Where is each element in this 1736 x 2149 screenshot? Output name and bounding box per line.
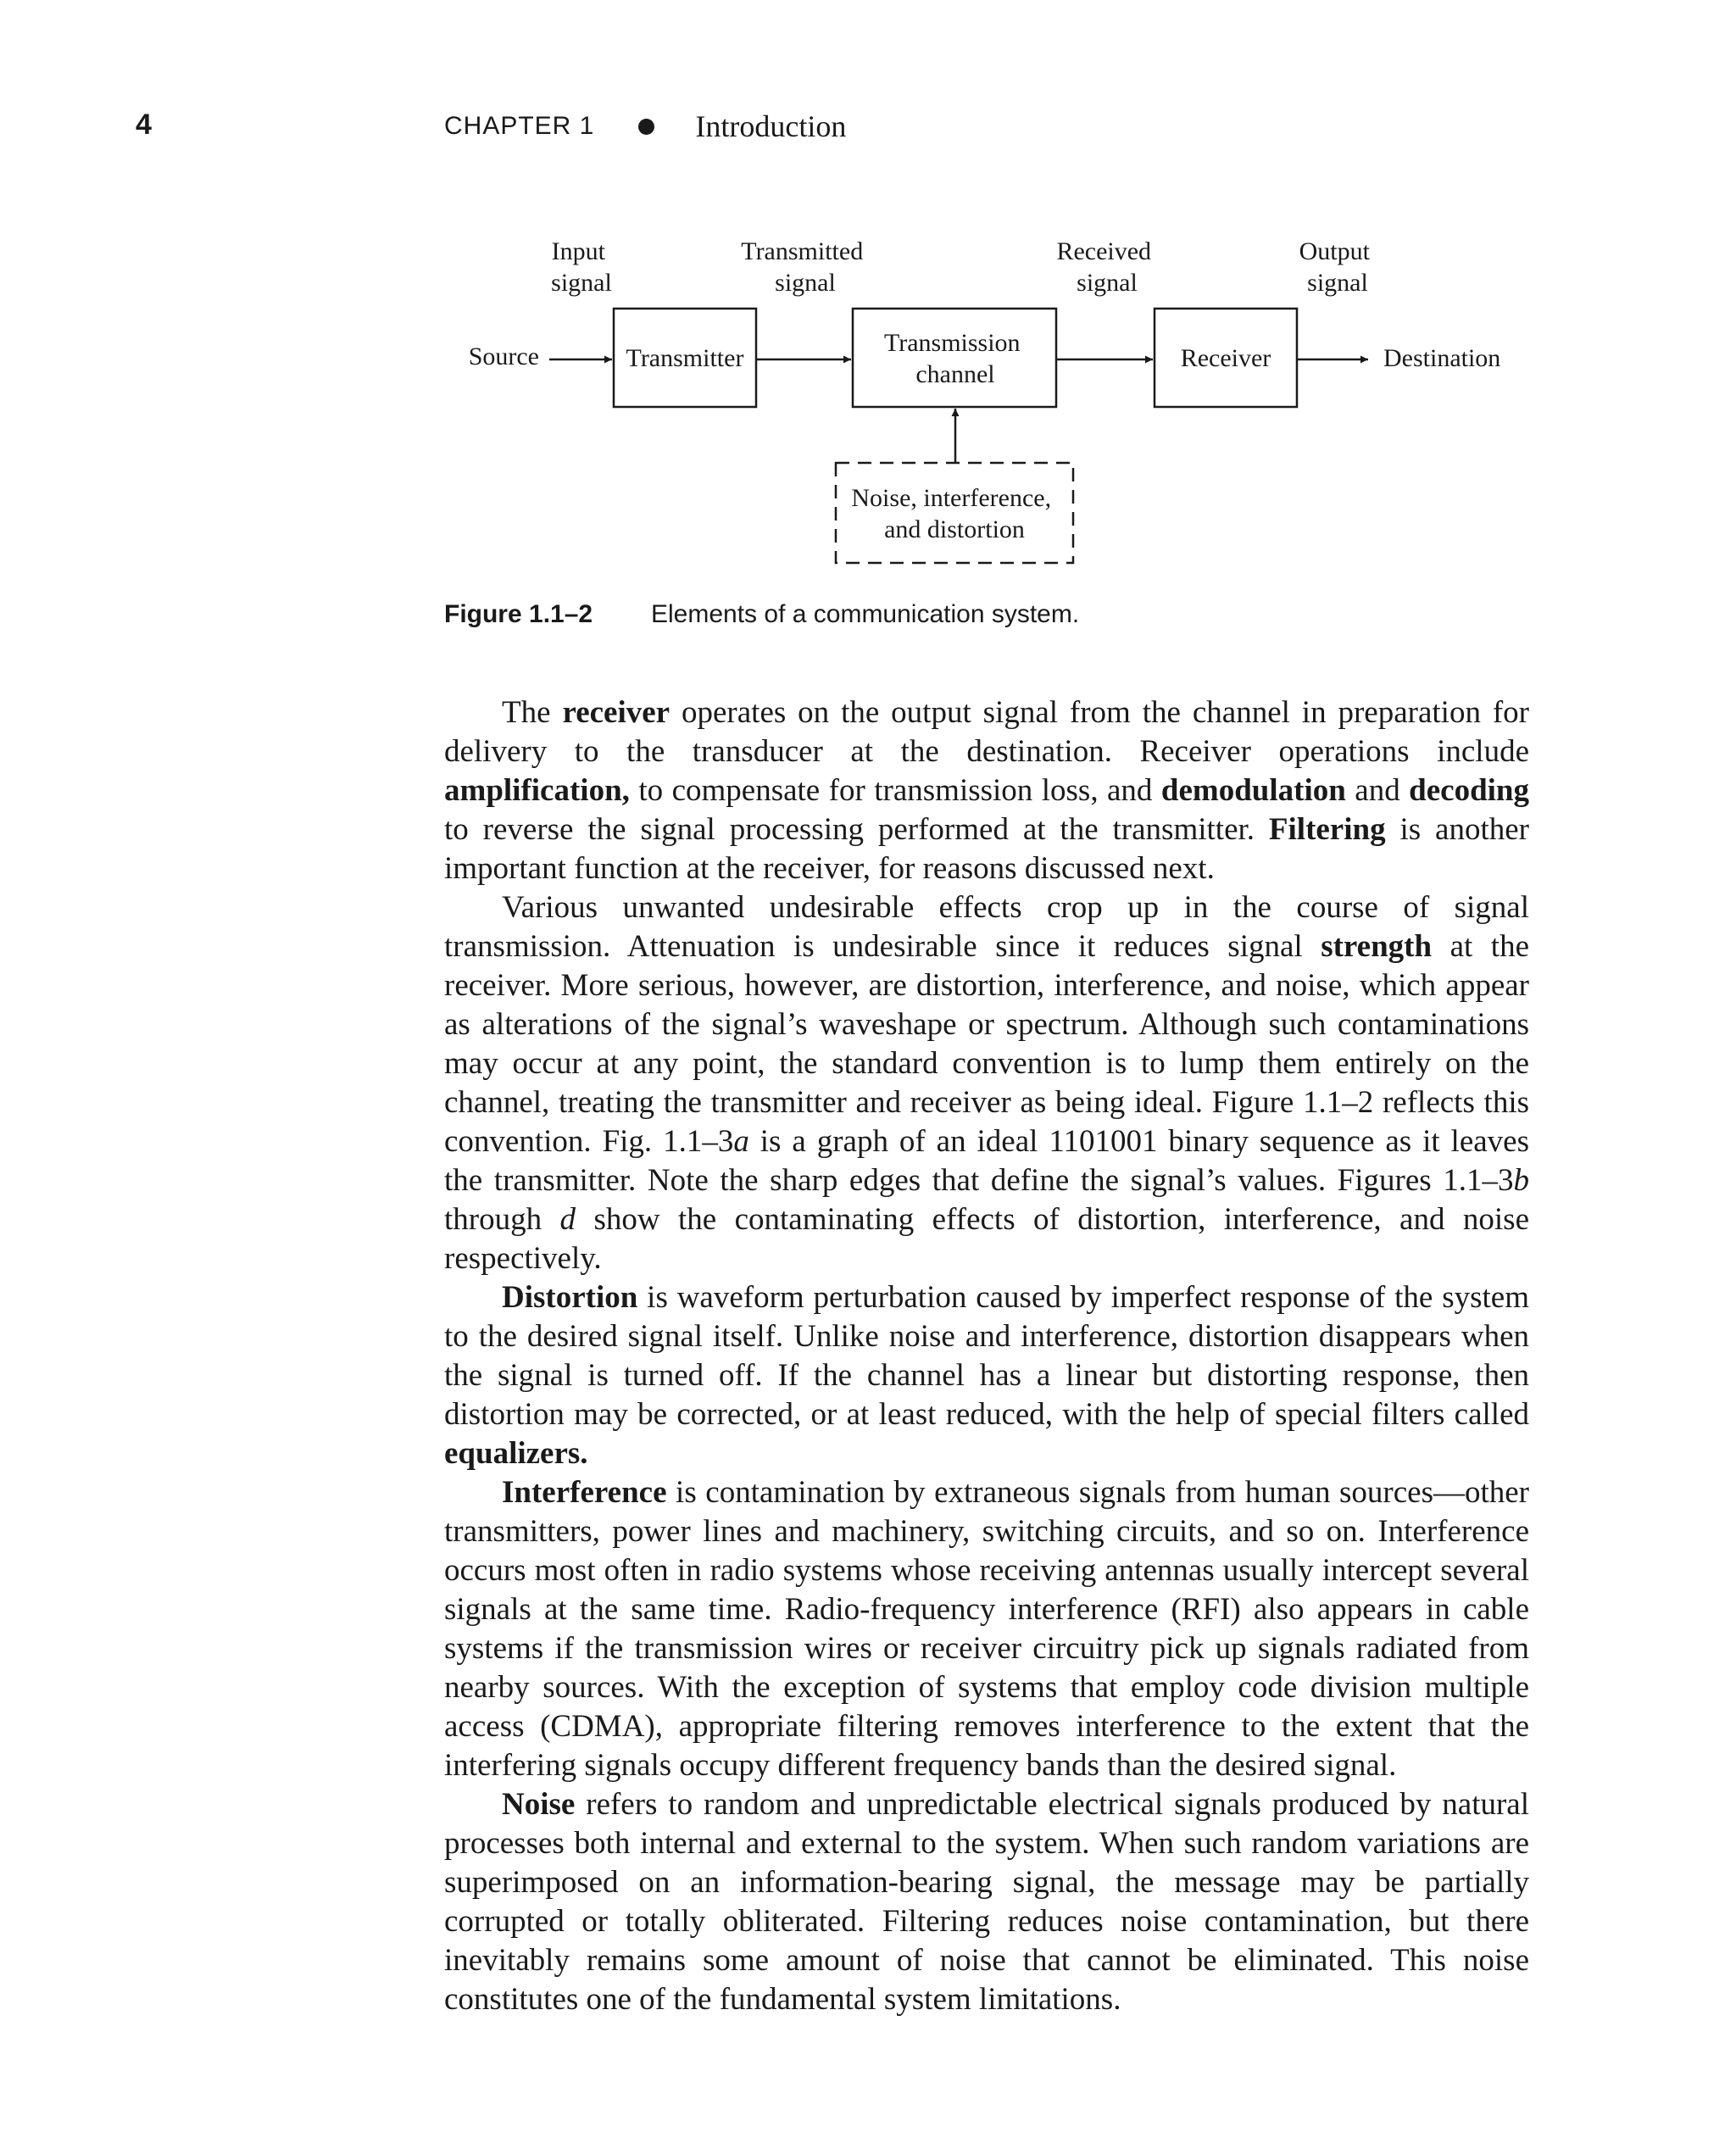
text-run: and [1345,773,1410,808]
bold-term: Interference [502,1475,667,1510]
italic-term: a [733,1124,749,1159]
paragraph-noise [444,1785,1529,2019]
text-run: operates on the output signal from the channel in preparation for delivery to the transducer at the destination. Receiver operations include [444,695,1529,769]
section-title: Introduction [695,109,847,143]
paragraph-distortion [444,1278,1529,1473]
figure-caption-text: Elements of a communication system. [651,600,1080,628]
paragraph-receiver [444,693,1529,888]
text-run: The [502,695,563,730]
block-diagram [0,0,1736,661]
figure-caption [444,600,1079,629]
text-run: to compensate for transmission loss, and [629,773,1161,808]
text-run: to reverse the signal processing performed at the transmitter. [444,812,1269,847]
figure-number: Figure 1.1–2 [444,600,593,628]
bold-term: Distortion [502,1280,638,1315]
paragraph-unwanted-effects [444,888,1529,1278]
input-signal-label: Input signal [551,237,612,297]
source-label: Source [468,342,539,370]
bold-term: receiver [562,695,670,730]
transmitter-block [614,309,756,407]
bold-term: amplification, [444,773,630,808]
channel-block [853,309,1056,407]
text-run: is contamination by extraneous signals from human sources—other transmitters, power lines and machinery, switching circuits, and so on. Interference occurs most often in radio systems whose receiving antennas usually intercept several signals at the same time. Radio-frequency interference (RFI) also appears in cable systems if the transmission wires or receiver circuitry pick up signals radiated from nearby sources. With the exception of systems that employ code division multiple access (CDMA), appropriate filtering removes interference to the extent that the interfering signals occupy different frequency bands than the desired signal. [444,1475,1529,1783]
text-run: refers to random and unpredictable electrical signals produced by natural processes both internal and external to the system. When such random variations are superimposed on an information-bearing signal, the message may be partially corrupted or totally obliterated. Filtering reduces noise contamination, but there inevitably remains some amount of noise that cannot be eliminated. This noise constitutes one of the fundamental system limitations. [444,1787,1529,2017]
text-run: is waveform perturbation caused by imperfect response of the system to the desired signal itself. Unlike noise and interference, distortion disappears when the signal is turned off. If the channel has a linear but distorting response, then distortion may be corrected, or at least reduced, with the help of special filters called [444,1280,1529,1432]
receiver-label: Receiver [1180,344,1271,372]
page-number: 4 [136,109,152,141]
text-run: at the receiver. More serious, however, are distortion, interference, and noise, which appear as alterations of the signal’s waveshape or spectrum. Although such contaminations may occur at any point, the standard convention is to lump them entirely on the channel, treating the transmitter and receiver as being ideal. Figure 1.1–2 reflects this convention. Fig. 1.1–3 [444,929,1529,1159]
transmitter-label: Transmitter [626,344,744,372]
body-text [444,693,1529,2019]
text-run: through [444,1202,560,1237]
bold-term: equalizers. [444,1436,588,1471]
received-signal-label: Received signal [1056,237,1152,297]
channel-label: Transmission channel [883,329,1021,388]
text-run: Various unwanted undesirable effects crop up in the course of signal transmission. Attenuation is undesirable since it reduces signal [444,890,1529,964]
italic-term: d [559,1202,576,1237]
output-signal-label: Output signal [1299,237,1370,297]
destination-label: Destination [1383,344,1501,372]
transmitted-signal-label: Transmitted signal [741,237,864,297]
bold-term: decoding [1409,773,1529,808]
text-run: is a graph of an ideal 1101001 binary sequence as it leaves the transmitter. Note the sharp edges that define the signal’s values. Figures 1.1–3 [444,1124,1529,1198]
noise-block [836,463,1073,563]
bold-term: Filtering [1268,812,1386,847]
bold-term: Noise [502,1787,576,1822]
text-run: show the contaminating effects of distortion, interference, and noise respectively. [444,1202,1529,1276]
receiver-block [1155,309,1297,407]
text-run: is another important function at the receiver, for reasons discussed next. [444,812,1529,886]
bold-term: demodulation [1160,773,1346,808]
bold-term: strength [1321,929,1433,964]
paragraph-interference [444,1473,1529,1785]
chapter-label: CHAPTER 1 [444,112,595,140]
noise-label: Noise, interference, and distortion [851,484,1052,543]
italic-term: b [1513,1163,1529,1198]
